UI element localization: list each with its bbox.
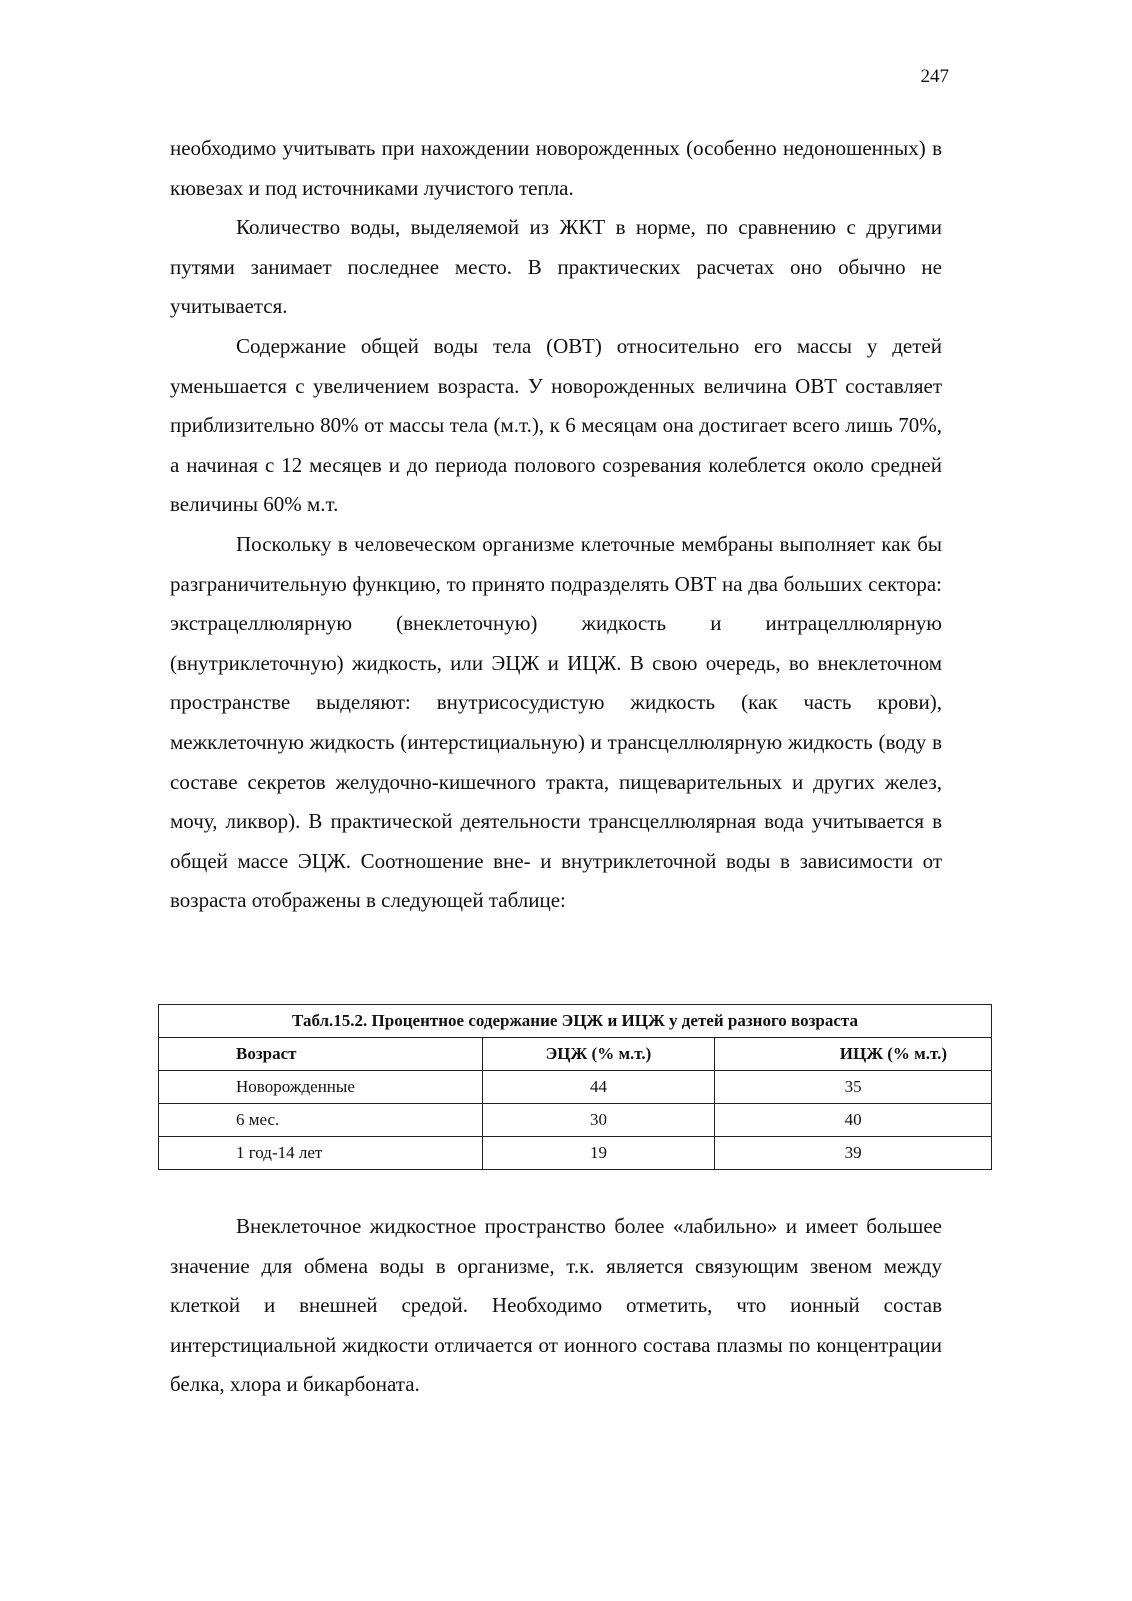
- page-number: 247: [920, 66, 949, 87]
- table-caption-row: [159, 1005, 992, 1038]
- cell-icf: 39: [715, 1137, 992, 1170]
- header-age: Возраст: [159, 1038, 483, 1071]
- cell-ecf: 44: [482, 1071, 714, 1104]
- table-caption: Табл.15.2. Процентное содержание ЭЦЖ и ИЦЖ у детей разного возраста: [159, 1005, 992, 1038]
- cell-icf: 40: [715, 1104, 992, 1137]
- table-header-row: [159, 1038, 992, 1071]
- age-water-table: [158, 1004, 992, 1170]
- table-row: [159, 1104, 992, 1137]
- table-row: [159, 1137, 992, 1170]
- body-text-bottom: [170, 1207, 942, 1405]
- paragraph: необходимо учитывать при нахождении новорожденных (особенно недоношенных) в кювезах и под источниками лучистого тепла.: [170, 136, 942, 200]
- paragraph: Внеклеточное жидкостное пространство более «лабильно» и имеет большее значение для обмена воды в организме, т.к. является связующим звеном между клеткой и внешней средой. Необходимо отметить, что ионный состав интерстициальной жидкости отличается от ионного состава плазмы по концентрации белка, хлора и бикарбоната.: [170, 1214, 942, 1397]
- cell-age: Новорожденные: [159, 1071, 483, 1104]
- header-icf: ИЦЖ (% м.т.): [715, 1038, 992, 1071]
- cell-icf: 35: [715, 1071, 992, 1104]
- body-text-top: [170, 129, 942, 921]
- paragraph: Поскольку в человеческом организме клеточные мембраны выполняет как бы разграничительную функцию, то принято подразделять ОВТ на два больших сектора: экстрацеллюлярную (внеклеточную) жидкость и интрацеллюлярную (внутриклеточную) жидкость, или ЭЦЖ и ИЦЖ. В свою очередь, во внеклеточном пространстве выделяют: внутрисосудистую жидкость (как часть крови), межклеточную жидкость (интерстициальную) и трансцеллюлярную жидкость (воду в составе секретов желудочно-кишечного тракта, пищеварительных и других желез, мочу, ликвор). В практической деятельности трансцеллюлярная вода учитывается в общей массе ЭЦЖ. Соотношение вне- и внутриклеточной воды в зависимости от возраста отображены в следующей таблице:: [170, 531, 942, 913]
- cell-ecf: 30: [482, 1104, 714, 1137]
- paragraph: Содержание общей воды тела (ОВТ) относительно его массы у детей уменьшается с увеличением возраста. У новорожденных величина ОВТ составляет приблизительно 80% от массы тела (м.т.), к 6 месяцам она достигает всего лишь 70%, а начиная с 12 месяцев и до периода полового созревания колеблется около средней величины 60% м.т.: [170, 333, 942, 517]
- cell-ecf: 19: [482, 1137, 714, 1170]
- header-ecf: ЭЦЖ (% м.т.): [482, 1038, 714, 1071]
- cell-age: 1 год-14 лет: [159, 1137, 483, 1170]
- cell-age: 6 мес.: [159, 1104, 483, 1137]
- paragraph: Количество воды, выделяемой из ЖКТ в норме, по сравнению с другими путями занимает последнее место. В практических расчетах оно обычно не учитывается.: [170, 215, 942, 319]
- table-row: [159, 1071, 992, 1104]
